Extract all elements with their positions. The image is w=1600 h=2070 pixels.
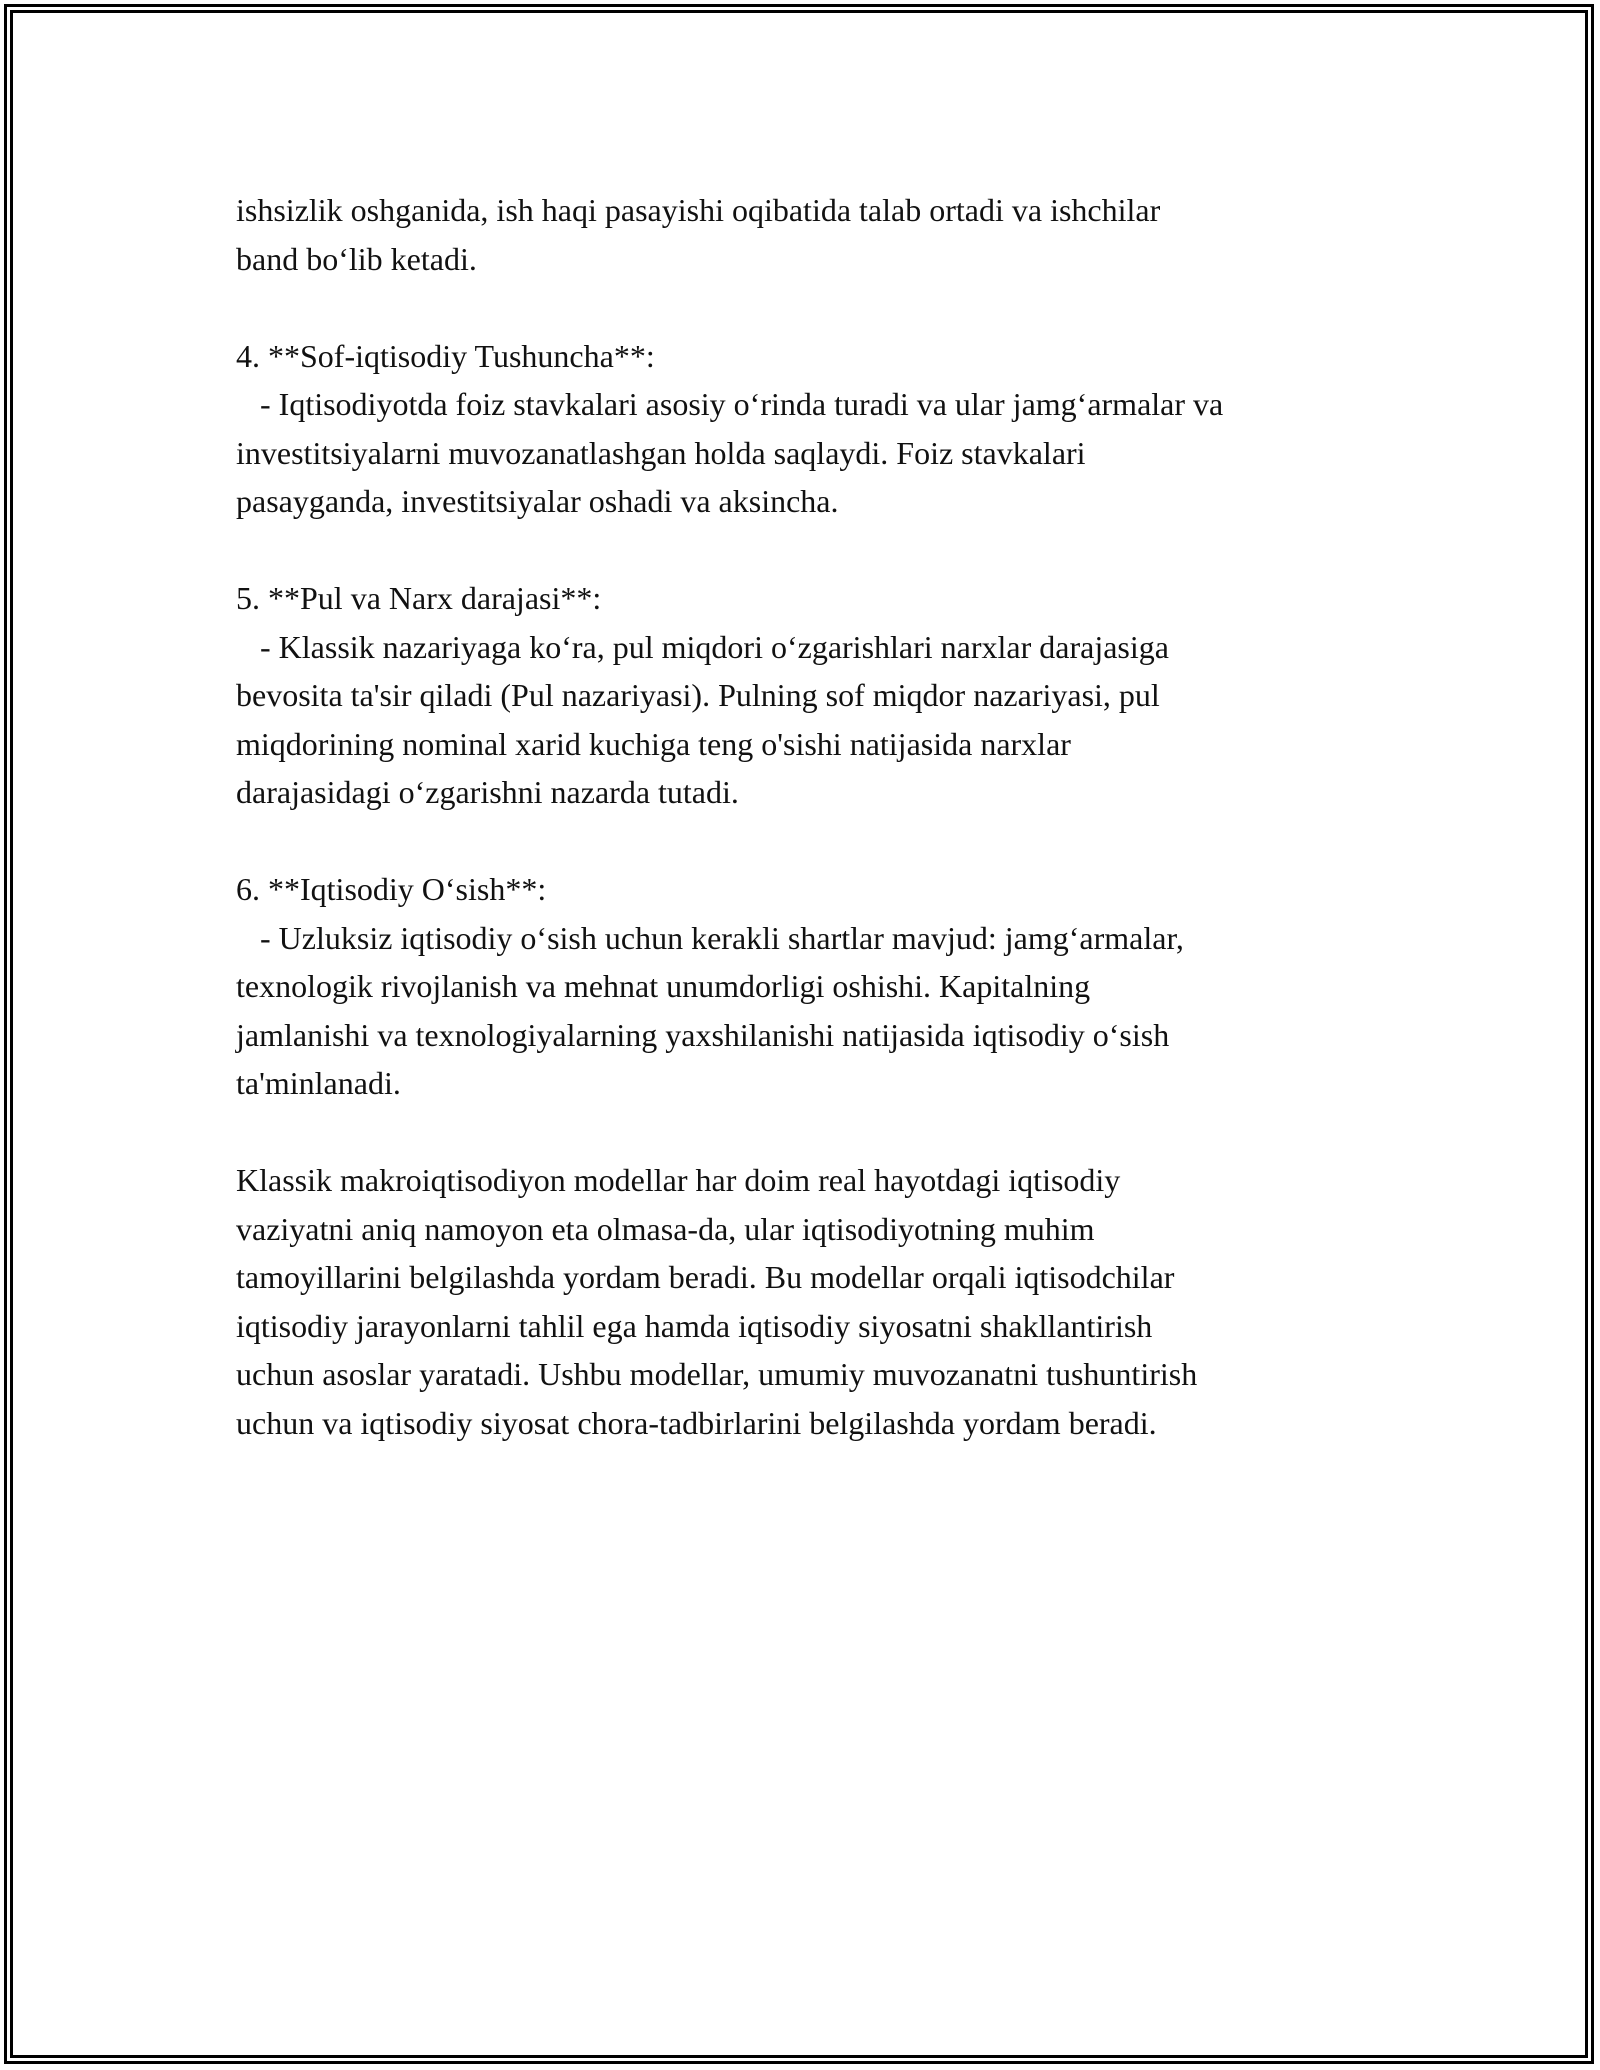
- text-line: tamoyillarini belgilashda yordam beradi. Bu modellar orqali iqtisodchilar: [236, 1259, 1175, 1295]
- text-line: miqdorining nominal xarid kuchiga teng o'sishi natijasida narxlar: [236, 725, 1071, 762]
- paragraph-gap: [236, 283, 1386, 332]
- list-item-heading: 6. **Iqtisodiy O‘sish**:: [236, 871, 547, 907]
- paragraph-gap: [236, 526, 1386, 575]
- list-item-6: [236, 865, 1386, 1108]
- text-line: vaziyatni aniq namoyon eta olmasa-da, ular iqtisodiyotning muhim: [236, 1210, 1095, 1247]
- text-line: - Iqtisodiyotda foiz stavkalari asosiy o‘rinda turadi va ular jamg‘armalar va: [236, 386, 1224, 422]
- text-line: pasayganda, investitsiyalar oshadi va aksincha.: [236, 483, 839, 519]
- list-item-5: [236, 574, 1386, 817]
- text-line: band bo‘lib ketadi.: [236, 240, 477, 277]
- paragraph-intro: [236, 186, 1386, 283]
- text-line: - Klassik nazariyaga ko‘ra, pul miqdori o‘zgarishlari narxlar darajasiga: [236, 628, 1169, 665]
- paragraph-conclusion: [236, 1156, 1386, 1447]
- text-line: bevosita ta'sir qiladi (Pul nazariyasi). Pulning sof miqdor nazariyasi, pul: [236, 677, 1160, 713]
- text-line: iqtisodiy jarayonlarni tahlil ega hamda iqtisodiy siyosatni shakllantirish: [236, 1307, 1153, 1344]
- text-line: Klassik makroiqtisodiyon modellar har doim real hayotdagi iqtisodiy: [236, 1162, 1121, 1198]
- text-line: ishsizlik oshganida, ish haqi pasayishi oqibatida talab ortadi va ishchilar: [236, 192, 1161, 228]
- text-line: investitsiyalarni muvozanatlashgan holda saqlaydi. Foiz stavkalari: [236, 434, 1086, 471]
- paragraph-gap: [236, 1108, 1386, 1157]
- text-line: jamlanishi va texnologiyalarning yaxshilanishi natijasida iqtisodiy o‘sish: [236, 1016, 1170, 1053]
- list-item-4: [236, 332, 1386, 526]
- text-line: darajasidagi o‘zgarishni nazarda tutadi.: [236, 774, 739, 810]
- text-line: uchun va iqtisodiy siyosat chora-tadbirlarini belgilashda yordam beradi.: [236, 1404, 1157, 1441]
- text-line: texnologik rivojlanish va mehnat unumdorligi oshishi. Kapitalning: [236, 968, 1091, 1004]
- text-line: - Uzluksiz iqtisodiy o‘sish uchun kerakli shartlar mavjud: jamg‘armalar,: [236, 919, 1184, 956]
- document-body: [236, 186, 1386, 1447]
- list-item-heading: 4. **Sof-iqtisodiy Tushuncha**:: [236, 337, 655, 374]
- list-item-heading: 5. **Pul va Narx darajasi**:: [236, 580, 602, 616]
- paragraph-gap: [236, 817, 1386, 866]
- text-line: uchun asoslar yaratadi. Ushbu modellar, umumiy muvozanatni tushuntirish: [236, 1356, 1198, 1392]
- text-line: ta'minlanadi.: [236, 1065, 401, 1101]
